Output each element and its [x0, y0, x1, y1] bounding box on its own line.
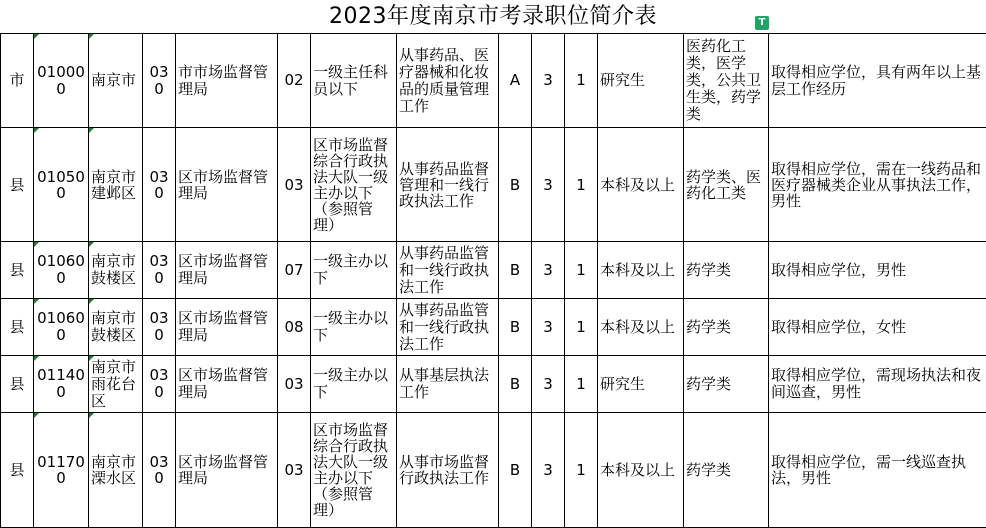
cell-major[interactable]: 药学类: [684, 356, 769, 413]
cell-position-code[interactable]: 07: [278, 242, 311, 299]
cell-position[interactable]: 区市场监督综合行政执法大队一级主办以下（参照管理）: [311, 413, 397, 528]
text-format-icon[interactable]: T: [755, 16, 769, 30]
cell-department[interactable]: 区市场监督管理局: [176, 356, 278, 413]
cell-count[interactable]: 1: [565, 413, 598, 528]
cell-dept-code[interactable]: 030: [143, 128, 176, 242]
cell-category[interactable]: B: [499, 128, 532, 242]
cell-requirements[interactable]: 取得相应学位，需一线巡查执法，男性: [769, 413, 986, 528]
cell-position-code[interactable]: 02: [278, 34, 311, 128]
table-row: [1, 34, 986, 128]
cell-count[interactable]: 1: [565, 34, 598, 128]
cell-position-code[interactable]: 03: [278, 128, 311, 242]
cell-code[interactable]: 010500: [34, 128, 89, 242]
table-row: [1, 356, 986, 413]
cell-level[interactable]: 县: [1, 128, 34, 242]
cell-position[interactable]: 区市场监督综合行政执法大队一级主办以下（参照管理）: [311, 128, 397, 242]
positions-table: [0, 33, 986, 528]
cell-position-code[interactable]: 03: [278, 413, 311, 528]
cell-code[interactable]: 010000: [34, 34, 89, 128]
cell-exam[interactable]: 3: [532, 356, 565, 413]
cell-region[interactable]: 南京市溧水区: [89, 413, 143, 528]
cell-count[interactable]: 1: [565, 299, 598, 356]
cell-major[interactable]: 药学类: [684, 413, 769, 528]
cell-category[interactable]: B: [499, 413, 532, 528]
cell-department[interactable]: 区市场监督管理局: [176, 413, 278, 528]
cell-exam[interactable]: 3: [532, 34, 565, 128]
cell-category[interactable]: A: [499, 34, 532, 128]
cell-position[interactable]: 一级主任科员以下: [311, 34, 397, 128]
cell-requirements[interactable]: 取得相应学位，女性: [769, 299, 986, 356]
cell-department[interactable]: 市市场监督管理局: [176, 34, 278, 128]
cell-level[interactable]: 县: [1, 242, 34, 299]
cell-major[interactable]: 医药化工类，医学类，公共卫生类，药学类: [684, 34, 769, 128]
cell-education[interactable]: 本科及以上: [598, 413, 684, 528]
cell-department[interactable]: 区市场监督管理局: [176, 299, 278, 356]
cell-category[interactable]: B: [499, 242, 532, 299]
cell-region[interactable]: 南京市: [89, 34, 143, 128]
cell-position-code[interactable]: 03: [278, 356, 311, 413]
cell-region[interactable]: 南京市鼓楼区: [89, 242, 143, 299]
cell-major[interactable]: 药学类: [684, 242, 769, 299]
cell-region[interactable]: 南京市鼓楼区: [89, 299, 143, 356]
table-row: [1, 242, 986, 299]
cell-education[interactable]: 本科及以上: [598, 128, 684, 242]
cell-department[interactable]: 区市场监督管理局: [176, 242, 278, 299]
cell-requirements[interactable]: 取得相应学位，需在一线药品和医疗器械类企业从事执法工作，男性: [769, 128, 986, 242]
cell-code[interactable]: 010600: [34, 242, 89, 299]
cell-category[interactable]: B: [499, 299, 532, 356]
cell-code[interactable]: 010600: [34, 299, 89, 356]
cell-duties[interactable]: 从事市场监督行政执法工作: [397, 413, 499, 528]
cell-duties[interactable]: 从事药品监督管理和一线行政执法工作: [397, 128, 499, 242]
cell-position[interactable]: 一级主办以下: [311, 356, 397, 413]
cell-dept-code[interactable]: 030: [143, 34, 176, 128]
cell-count[interactable]: 1: [565, 242, 598, 299]
page-title: 2023年度南京市考录职位简介表: [0, 0, 986, 34]
cell-count[interactable]: 1: [565, 356, 598, 413]
cell-requirements[interactable]: 取得相应学位，具有两年以上基层工作经历: [769, 34, 986, 128]
table-row: [1, 413, 986, 528]
cell-category[interactable]: B: [499, 356, 532, 413]
cell-department[interactable]: 区市场监督管理局: [176, 128, 278, 242]
cell-region[interactable]: 南京市雨花台区: [89, 356, 143, 413]
cell-level[interactable]: 县: [1, 356, 34, 413]
table-row: [1, 299, 986, 356]
cell-level[interactable]: 市: [1, 34, 34, 128]
cell-requirements[interactable]: 取得相应学位，男性: [769, 242, 986, 299]
cell-dept-code[interactable]: 030: [143, 299, 176, 356]
cell-exam[interactable]: 3: [532, 128, 565, 242]
cell-exam[interactable]: 3: [532, 299, 565, 356]
cell-position[interactable]: 一级主办以下: [311, 299, 397, 356]
cell-count[interactable]: 1: [565, 128, 598, 242]
cell-dept-code[interactable]: 030: [143, 413, 176, 528]
cell-code[interactable]: 011400: [34, 356, 89, 413]
cell-education[interactable]: 本科及以上: [598, 242, 684, 299]
cell-exam[interactable]: 3: [532, 413, 565, 528]
cell-duties[interactable]: 从事基层执法工作: [397, 356, 499, 413]
cell-position-code[interactable]: 08: [278, 299, 311, 356]
cell-education[interactable]: 研究生: [598, 34, 684, 128]
cell-education[interactable]: 本科及以上: [598, 299, 684, 356]
cell-dept-code[interactable]: 030: [143, 242, 176, 299]
cell-major[interactable]: 药学类: [684, 299, 769, 356]
cell-dept-code[interactable]: 030: [143, 356, 176, 413]
cell-region[interactable]: 南京市建邺区: [89, 128, 143, 242]
cell-position[interactable]: 一级主办以下: [311, 242, 397, 299]
cell-level[interactable]: 县: [1, 413, 34, 528]
cell-code[interactable]: 011700: [34, 413, 89, 528]
cell-exam[interactable]: 3: [532, 242, 565, 299]
cell-requirements[interactable]: 取得相应学位，需现场执法和夜间巡查，男性: [769, 356, 986, 413]
cell-duties[interactable]: 从事药品、医疗器械和化妆品的质量管理工作: [397, 34, 499, 128]
cell-duties[interactable]: 从事药品监管和一线行政执法工作: [397, 242, 499, 299]
cell-education[interactable]: 研究生: [598, 356, 684, 413]
table-row: [1, 128, 986, 242]
cell-duties[interactable]: 从事药品监管和一线行政执法工作: [397, 299, 499, 356]
cell-level[interactable]: 县: [1, 299, 34, 356]
cell-major[interactable]: 药学类、医药化工类: [684, 128, 769, 242]
